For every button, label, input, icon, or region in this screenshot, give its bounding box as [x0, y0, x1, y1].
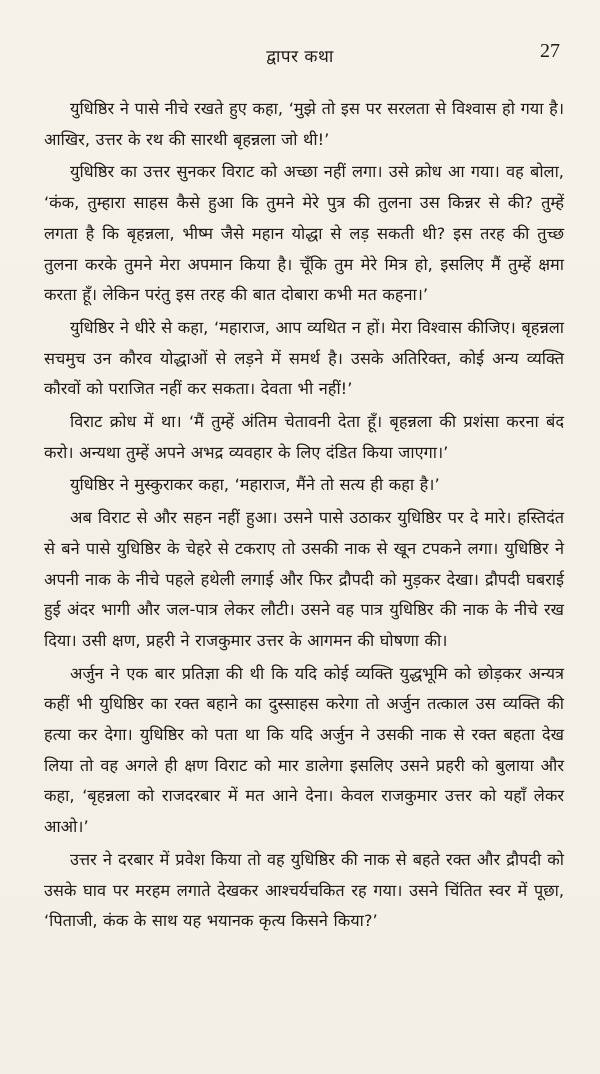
paragraph: अर्जुन ने एक बार प्रतिज्ञा की थी कि यदि कोई व्यक्ति युद्धभूमि को छोड़कर अन्यत्र कहीं भी युधिष्ठिर का रक्त बहाने का दुस्साहस करेगा तो अर्जुन तत्काल उस व्यक्ति की हत्या कर देगा। युधिष्ठिर को पता था कि यदि अर्जुन ने उसकी नाक से रक्त बहता देख लिया तो वह अगले ही क्षण विराट को मार डालेगा इसलिए उसने प्रहरी को बुलाया और कहा, ‘बृहन्नला को राजदरबार में मत आने देना। केवल राजकुमार उत्तर को यहाँ लेकर आओ।’	[44, 663, 564, 837]
paragraph: युधिष्ठिर ने मुस्कुराकर कहा, ‘महाराज, मैंने तो सत्य ही कहा है।’	[70, 475, 440, 495]
paragraph: अब विराट से और सहन नहीं हुआ। उसने पासे उठाकर युधिष्ठिर पर दे मारे। हस्तिदंत से बने पासे युधिष्ठिर के चेहरे से टकराए तो उसकी नाक से खून टपकने लगा। युधिष्ठिर ने अपनी नाक के नीचे पहले हथेली लगाई और फिर द्रौपदी को मुड़कर देखा। द्रौपदी घबराई हुई अंदर भागी और जल-पात्र लेकर लौटी। उसने वह पात्र युधिष्ठिर की नाक के नीचे रख दिया। उसी क्षण, प्रहरी ने राजकुमार उत्तर के आगमन की घोषणा की।	[44, 508, 564, 650]
book-title: द्वापर कथा	[266, 47, 334, 67]
paragraph: युधिष्ठिर ने पासे नीचे रखते हुए कहा, ‘मुझे तो इस पर सरलता से विश्वास हो गया है। आखिर, उत्तर के रथ की सारथी बृहन्नला जो थी!’	[44, 99, 564, 149]
paragraph: विराट क्रोध में था। ‘मैं तुम्हें अंतिम चेतावनी देता हूँ। बृहन्नला की प्रशंसा करना बंद करो। अन्यथा तुम्हें अपने अभद्र व्यवहार के लिए दंडित किया जाएगा।’	[44, 412, 564, 462]
paragraph: युधिष्ठिर का उत्तर सुनकर विराट को अच्छा नहीं लगा। उसे क्रोध आ गया। वह बोला, ‘कंक, तुम्हारा साहस कैसे हुआ कि तुमने मेरे पुत्र की तुलना उस किन्नर से की? तुम्हें लगता है कि बृहन्नला, भीष्म जैसे महान योद्धा से लड़ सकती थी? इस तरह की तुच्छ तुलना करके तुमने मेरा अपमान किया है। चूँकि तुम मेरे मित्र हो, इसलिए मैं तुम्हें क्षमा करता हूँ। लेकिन परंतु इस तरह की बात दोबारा कभी मत कहना।’	[44, 162, 564, 305]
running-header	[0, 36, 600, 76]
paragraph: युधिष्ठिर ने धीरे से कहा, ‘महाराज, आप व्यथित न हों। मेरा विश्वास कीजिए। बृहन्नला सचमुच उन कौरव योद्धाओं से लड़ने में समर्थ है। उसके अतिरिक्त, कोई अन्य व्यक्ति कौरवों को पराजित नहीं कर सकता। देवता भी नहीं!’	[44, 317, 564, 399]
page-number: 27	[540, 40, 560, 62]
paragraph: उत्तर ने दरबार में प्रवेश किया तो वह युधिष्ठिर की नाक से बहते रक्त और द्रौपदी को उसके घाव पर मरहम लगाते देखकर आश्चर्यचकित रह गया। उसने चिंतित स्वर में पूछा, ‘पिताजी, कंक के साथ यह भयानक कृत्य किसने किया?’	[44, 849, 564, 931]
body-text	[44, 94, 564, 937]
